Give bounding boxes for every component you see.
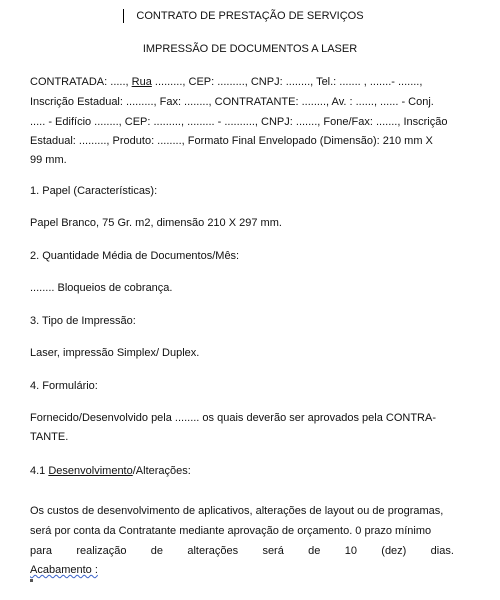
section-4-text-line-2: TANTE. <box>30 431 69 443</box>
word: será <box>262 545 284 557</box>
section-4-1-line-1: Os custos de desenvolvimento de aplicativos, alterações de layout ou de programas, <box>30 505 444 517</box>
header-line-5: 99 mm. <box>30 154 67 166</box>
word: para <box>30 545 53 557</box>
header-line-3: ..... - Edifício ........, CEP: ........., ......... - .........., CNPJ: ......., Fone/Fax: ......., Inscrição <box>30 116 448 128</box>
section-4-1-line-2: será por conta da Contratante mediante aprovação de orçamento. 0 prazo mínimo <box>30 525 432 537</box>
section-1-text: Papel Branco, 75 Gr. m2, dimensão 210 X 297 mm. <box>30 217 282 229</box>
rua-text: Rua <box>131 76 152 88</box>
section-4-1-heading <box>30 464 454 478</box>
word: 10 <box>344 545 357 557</box>
section-4-1-number: 4.1 <box>30 465 49 477</box>
header-line-1-a: CONTRATADA: ....., <box>30 76 132 88</box>
desenvolvimento-text: Desenvolvimento <box>48 465 133 477</box>
header-line-1 <box>30 75 454 89</box>
word: (dez) <box>381 545 407 557</box>
word: de <box>308 545 321 557</box>
paragraph-mark-icon <box>30 579 33 582</box>
word: realização <box>76 545 127 557</box>
section-4-1-line-3 <box>30 544 454 558</box>
section-1-heading: 1. Papel (Características): <box>30 185 158 197</box>
word: dias. <box>430 545 454 557</box>
section-2-text: ........ Bloqueios de cobrança. <box>30 282 173 294</box>
section-3-heading: 3. Tipo de Impressão: <box>30 315 136 327</box>
section-2-heading: 2. Quantidade Média de Documentos/Mês: <box>30 250 240 262</box>
document-title: CONTRATO DE PRESTAÇÃO DE SERVIÇOS <box>136 10 364 22</box>
header-line-1-b: ........., CEP: ........., CNPJ: ........, Tel.: ....... , .......- ......., <box>151 76 423 88</box>
section-4-heading: 4. Formulário: <box>30 380 98 392</box>
document-subtitle: IMPRESSÃO DE DOCUMENTOS A LASER <box>142 43 358 55</box>
section-3-text: Laser, impressão Simplex/ Duplex. <box>30 347 200 359</box>
section-4-text-line-1: Fornecido/Desenvolvido pela ........ os quais deverão ser aprovados pela CONTRA- <box>30 412 436 424</box>
word: alterações <box>187 545 239 557</box>
section-4-1-heading-rest: /Alterações: <box>132 465 191 477</box>
acabamento-text: Acabamento : <box>30 564 98 576</box>
header-line-2: Inscrição Estadual: ........., Fax: ........, CONTRATANTE: ........, Av. : ......, ...... - Conj. <box>30 96 434 108</box>
word: de <box>150 545 164 557</box>
header-line-4: Estadual: ........., Produto: ........, Formato Final Envelopado (Dimensão): 210 mm X <box>30 135 433 147</box>
section-4-1-line-4 <box>30 563 454 577</box>
